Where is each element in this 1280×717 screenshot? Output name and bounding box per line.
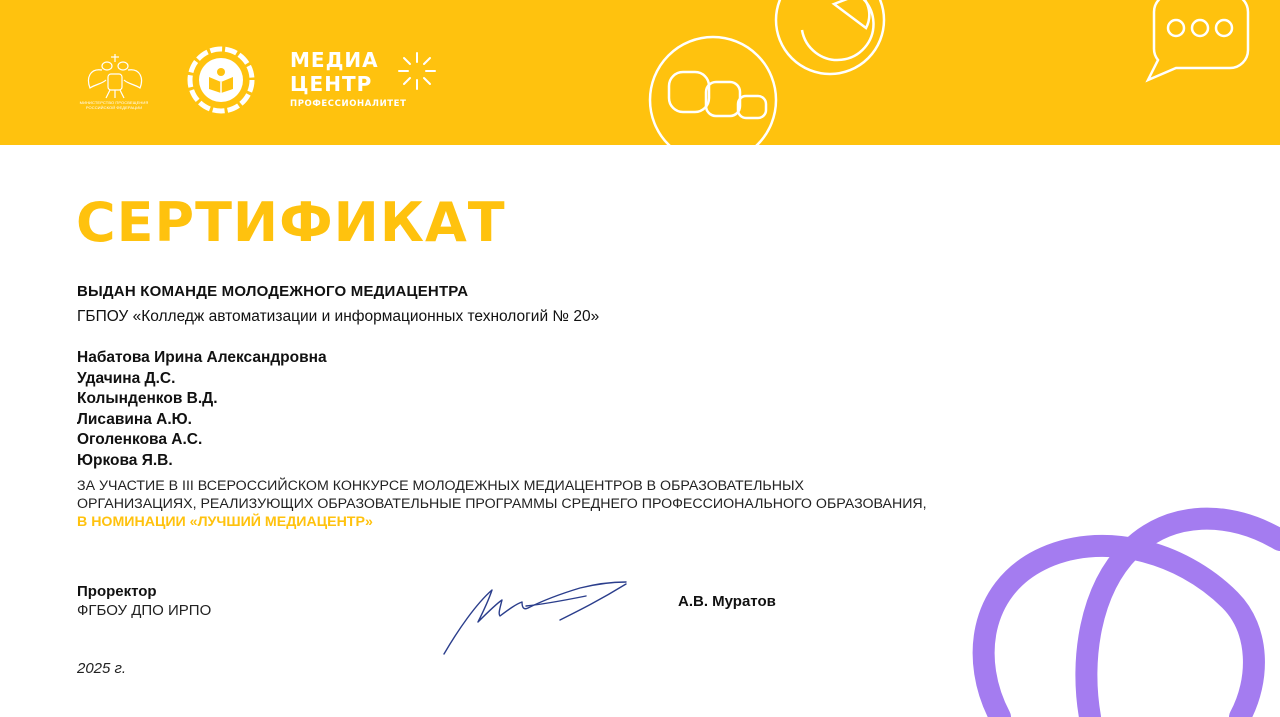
- header-banner: [0, 0, 1280, 145]
- sparkle-icon: [396, 50, 438, 92]
- signatory-organization: ФГБОУ ДПО ИРПО: [77, 602, 212, 619]
- team-member: Удачина Д.С.: [77, 369, 176, 387]
- irpo-logo-icon: [186, 45, 256, 115]
- nomination-text: В НОМИНАЦИИ «ЛУЧШИЙ МЕДИАЦЕНТР»: [77, 514, 373, 530]
- issue-year: 2025 г.: [77, 660, 127, 677]
- signatory-name: А.В. Муратов: [678, 593, 776, 610]
- microphone-icon: [650, 37, 776, 145]
- chart-pie-icon: [776, 0, 884, 74]
- signature-image: [430, 570, 640, 665]
- swirl-decoration: [940, 480, 1280, 717]
- media-center-title-line2: ЦЕНТР: [290, 72, 373, 96]
- team-member: Оголенкова А.С.: [77, 431, 203, 448]
- team-members-list: [77, 348, 327, 471]
- media-center-title-line1: МЕДИА: [290, 48, 379, 72]
- team-member: Набатова Ирина Александровна: [77, 349, 327, 366]
- media-center-subtitle: ПРОФЕССИОНАЛИТЕТ: [290, 99, 407, 109]
- award-reason: [77, 477, 927, 531]
- team-member: Лисавина А.Ю.: [77, 410, 192, 428]
- signatory-role: Проректор: [77, 583, 157, 600]
- team-member: Колынденков В.Д.: [77, 390, 218, 407]
- team-member: Юркова Я.В.: [77, 451, 173, 469]
- emblem-caption: МИНИСТЕРСТВО ПРОСВЕЩЕНИЯ РОССИЙСКОЙ ФЕДЕРАЦИИ: [79, 100, 149, 110]
- organization-name: ГБПОУ «Колледж автоматизации и информационных технологий № 20»: [77, 308, 600, 325]
- issued-to-heading: ВЫДАН КОМАНДЕ МОЛОДЕЖНОГО МЕДИАЦЕНТРА: [77, 283, 469, 300]
- award-reason-text: ЗА УЧАСТИЕ В III ВСЕРОССИЙСКОМ КОНКУРСЕ МОЛОДЕЖНЫХ МЕДИАЦЕНТРОВ В ОБРАЗОВАТЕЛЬНЫХ ОРГАНИЗАЦИЯХ, РЕАЛИЗУЮЩИХ ОБРАЗОВАТЕЛЬНЫЕ ПРОГРАММЫ СРЕДНЕГО ПРОФЕССИОНАЛЬНОГО ОБРАЗОВАНИЯ,: [77, 478, 927, 512]
- speech-bubble-icon: [1148, 0, 1248, 80]
- certificate-title: СЕРТИФИКАТ: [76, 191, 506, 254]
